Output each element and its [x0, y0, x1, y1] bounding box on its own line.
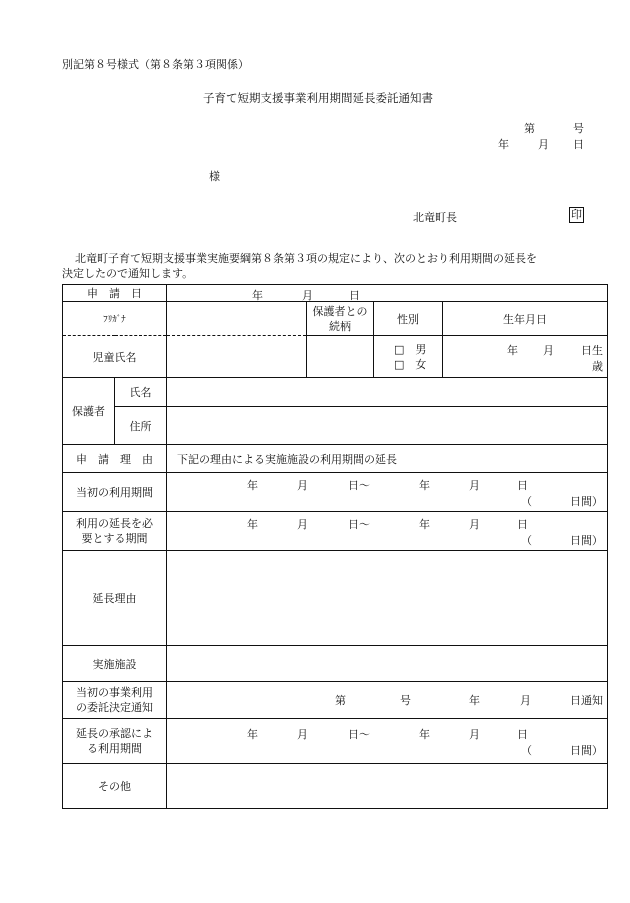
in-hi-tsuchi: 日通知: [570, 694, 603, 707]
ap-paren-open: （: [521, 744, 532, 757]
seal-mark: 印: [571, 208, 582, 221]
en-start-nen: 年: [247, 518, 258, 531]
row-initial-notice: [63, 682, 608, 719]
ip-end-tsuki: 月: [469, 479, 480, 492]
body-text-line1: 北竜町子育て短期支援事業実施要綱第８条第３項の規定により、次のとおり利用期間の延長を: [75, 252, 537, 265]
doc-no-go: 号: [573, 122, 584, 135]
guardian-address-field[interactable]: [167, 407, 608, 445]
application-date-label: 申 請 日: [63, 285, 167, 302]
child-name-label: 児童氏名: [63, 336, 167, 378]
gender-label: 性別: [374, 302, 443, 336]
body-text-line2: 決定したので通知します。: [62, 267, 194, 280]
doc-no-dai: 第: [524, 122, 535, 135]
addressee-suffix: 様: [209, 170, 220, 183]
extension-needed-label-1: 利用の延長を必: [76, 517, 153, 530]
relation-label-1: 保護者との: [312, 304, 368, 318]
ip-paren-open: （: [521, 495, 532, 508]
facility-field[interactable]: [167, 646, 608, 682]
approved-period-field[interactable]: [167, 719, 608, 764]
ip-end-hi: 日: [517, 479, 528, 492]
row-initial-period: [63, 473, 608, 512]
birth-field[interactable]: [443, 336, 608, 378]
birth-hi-sei: 日生: [581, 343, 603, 357]
en-start-tsuki: 月: [297, 518, 308, 531]
row-extension-reason: [63, 551, 608, 646]
row-application-date: [63, 285, 608, 302]
ap-days: 日間）: [570, 744, 603, 757]
furigana-field[interactable]: [167, 302, 307, 336]
ap-start-hi: 日～: [348, 728, 370, 741]
other-label: その他: [63, 764, 167, 809]
en-end-nen: 年: [419, 518, 430, 531]
row-child-name: [63, 336, 608, 378]
ip-start-tsuki: 月: [297, 479, 308, 492]
form-number: 別記第８号様式（第８条第３項関係）: [62, 58, 249, 71]
relation-field[interactable]: [307, 336, 374, 378]
ip-start-hi: 日～: [348, 479, 370, 492]
doc-date-hi: 日: [573, 138, 584, 151]
en-end-hi: 日: [517, 518, 528, 531]
initial-notice-field[interactable]: [167, 682, 608, 719]
furigana-label: ﾌﾘｶﾞﾅ: [63, 302, 167, 336]
initial-notice-label: [63, 682, 167, 719]
app-date-nen: 年: [252, 288, 263, 302]
application-reason-value: 下記の理由による実施施設の利用期間の延長: [167, 445, 608, 473]
birth-label: 生年月日: [443, 302, 608, 336]
gender-female-checkbox[interactable]: □ 女: [394, 357, 427, 371]
in-go: 号: [400, 694, 411, 707]
ip-days: 日間）: [570, 495, 603, 508]
doc-date-nen: 年: [498, 138, 509, 151]
ip-end-nen: 年: [419, 479, 430, 492]
en-paren-open: （: [521, 534, 532, 547]
initial-period-label: 当初の利用期間: [63, 473, 167, 512]
extension-reason-field[interactable]: [167, 551, 608, 646]
approved-period-label-1: 延長の承認によ: [76, 727, 153, 740]
row-guardian-address: [63, 407, 608, 445]
age-suffix: 歳: [592, 359, 603, 373]
other-field[interactable]: [167, 764, 608, 809]
doc-date-tsuki: 月: [538, 138, 549, 151]
row-facility: [63, 646, 608, 682]
birth-tsuki: 月: [543, 343, 554, 357]
row-approved-period: [63, 719, 608, 764]
en-end-tsuki: 月: [469, 518, 480, 531]
ip-start-nen: 年: [247, 479, 258, 492]
ap-end-hi: 日: [517, 728, 528, 741]
ap-start-nen: 年: [247, 728, 258, 741]
initial-notice-label-2: の委託決定通知: [76, 701, 153, 714]
en-start-hi: 日～: [348, 518, 370, 531]
guardian-name-label: 氏名: [115, 378, 167, 407]
row-extension-needed: [63, 512, 608, 551]
row-application-reason: [63, 445, 608, 473]
sender-name: 北竜町長: [413, 211, 457, 224]
row-other: [63, 764, 608, 809]
application-date-field[interactable]: [167, 285, 608, 302]
extension-needed-field[interactable]: [167, 512, 608, 551]
ap-end-nen: 年: [419, 728, 430, 741]
guardian-label: 保護者: [63, 378, 115, 445]
app-date-tsuki: 月: [302, 288, 313, 302]
birth-nen: 年: [507, 343, 518, 357]
application-reason-label: 申 請 理 由: [63, 445, 167, 473]
initial-period-field[interactable]: [167, 473, 608, 512]
extension-needed-label: [63, 512, 167, 551]
in-nen: 年: [469, 694, 480, 707]
relation-label-2: 続柄: [329, 319, 351, 333]
relation-label: [307, 302, 374, 336]
in-dai: 第: [335, 694, 346, 707]
row-furigana: [63, 302, 608, 336]
gender-male-checkbox[interactable]: □ 男: [394, 342, 427, 356]
in-tsuki: 月: [520, 694, 531, 707]
approved-period-label: [63, 719, 167, 764]
extension-needed-label-2: 要とする期間: [81, 532, 148, 545]
initial-notice-label-1: 当初の事業利用: [76, 686, 153, 699]
guardian-address-label: 住所: [115, 407, 167, 445]
document-title: 子育て短期支援事業利用期間延長委託通知書: [203, 91, 433, 105]
form-table: [62, 284, 608, 809]
ap-start-tsuki: 月: [297, 728, 308, 741]
ap-end-tsuki: 月: [469, 728, 480, 741]
guardian-name-field[interactable]: [167, 378, 608, 407]
facility-label: 実施施設: [63, 646, 167, 682]
gender-options: [374, 336, 443, 378]
child-name-field[interactable]: [167, 336, 307, 378]
app-date-hi: 日: [349, 288, 360, 302]
en-days: 日間）: [570, 534, 603, 547]
extension-reason-label: 延長理由: [63, 551, 167, 646]
row-guardian-name: [63, 378, 608, 407]
approved-period-label-2: る利用期間: [87, 742, 142, 755]
